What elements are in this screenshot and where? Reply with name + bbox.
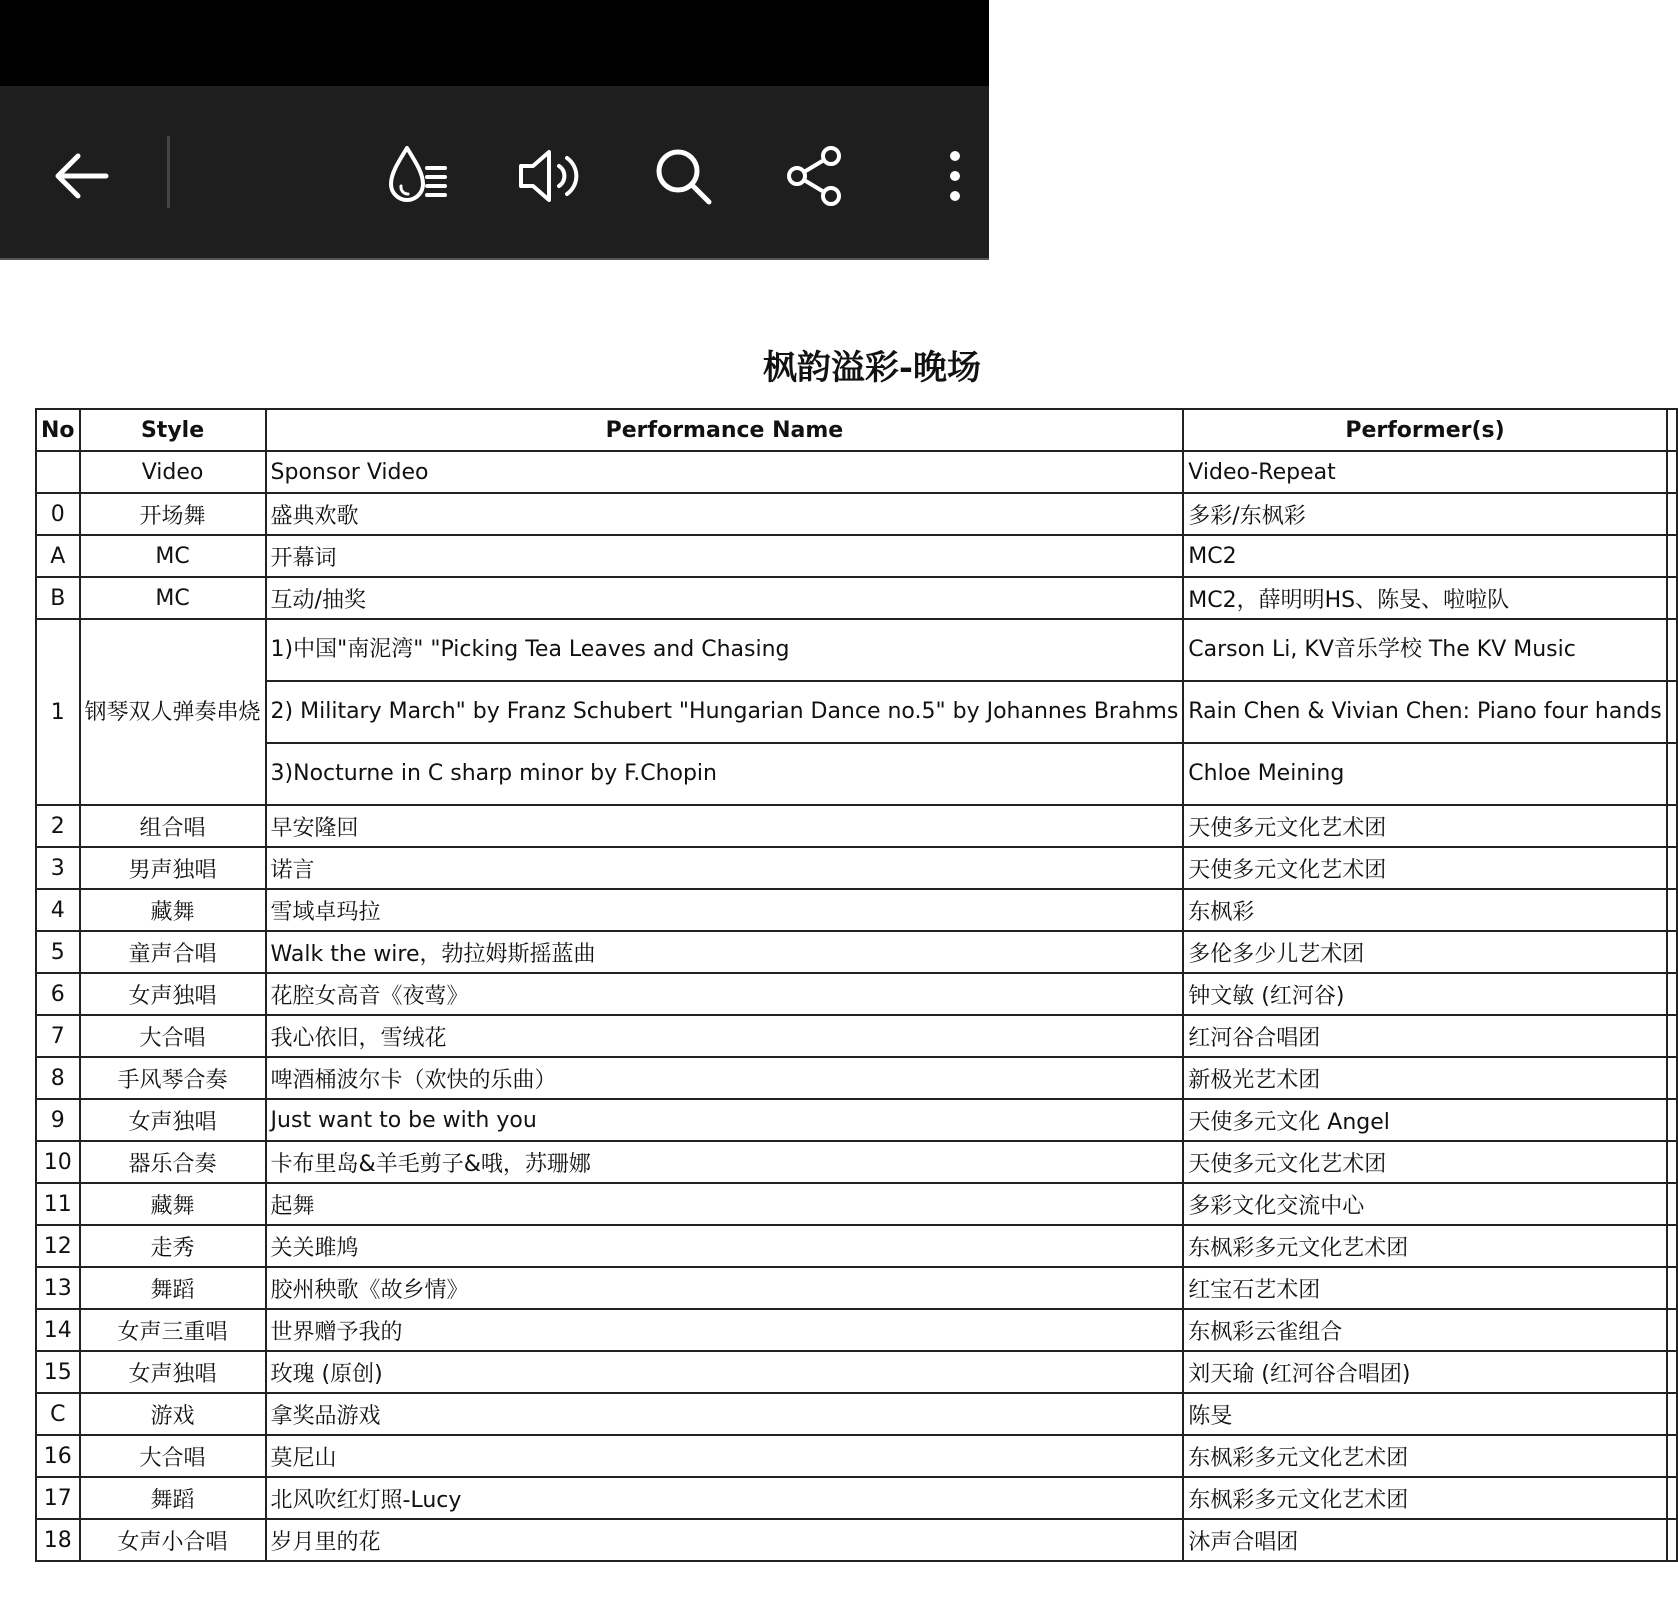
cell-extra <box>1667 847 1677 889</box>
search-icon <box>651 144 715 208</box>
cell-style: 器乐合奏 <box>80 1141 266 1183</box>
cell-style: 开场舞 <box>80 493 266 535</box>
cell-performance-name: 1)中国"南泥湾" "Picking Tea Leaves and Chasing <box>266 619 1184 681</box>
table-row <box>36 619 1677 681</box>
table-row <box>36 577 1677 619</box>
cell-extra <box>1667 973 1677 1015</box>
cell-extra <box>1667 681 1677 743</box>
cell-performance-name: 玫瑰 (原创) <box>266 1351 1184 1393</box>
table-row <box>36 681 1677 743</box>
share-icon <box>783 144 847 208</box>
cell-extra <box>1667 931 1677 973</box>
cell-performance-name: 花腔女高音《夜莺》 <box>266 973 1184 1015</box>
table-row <box>36 889 1677 931</box>
header-style: Style <box>80 409 266 451</box>
cell-no: 5 <box>36 931 80 973</box>
cell-style: 舞蹈 <box>80 1477 266 1519</box>
cell-no: B <box>36 577 80 619</box>
header-extra <box>1667 409 1677 451</box>
cell-performance-name: 诺言 <box>266 847 1184 889</box>
cell-performance-name: 北风吹红灯照-Lucy <box>266 1477 1184 1519</box>
cell-no: 3 <box>36 847 80 889</box>
table-row <box>36 493 1677 535</box>
cell-performance-name: Walk the wire，勃拉姆斯摇蓝曲 <box>266 931 1184 973</box>
cell-style: MC <box>80 535 266 577</box>
table-row <box>36 1099 1677 1141</box>
more-vert-icon <box>935 144 965 208</box>
reading-mode-icon <box>383 144 453 208</box>
cell-performers: 东枫彩多元文化艺术团 <box>1183 1477 1666 1519</box>
cell-no <box>36 451 80 493</box>
viewer-toolbar <box>0 86 989 260</box>
cell-extra <box>1667 1435 1677 1477</box>
cell-performance-name: 雪域卓玛拉 <box>266 889 1184 931</box>
table-row <box>36 1393 1677 1435</box>
cell-style: 游戏 <box>80 1393 266 1435</box>
cell-style: 女声独唱 <box>80 1099 266 1141</box>
cell-no: 14 <box>36 1309 80 1351</box>
cell-extra <box>1667 577 1677 619</box>
cell-no: 7 <box>36 1015 80 1057</box>
cell-performers: 东枫彩云雀组合 <box>1183 1309 1666 1351</box>
cell-extra <box>1667 1477 1677 1519</box>
document-title: 枫韵溢彩-晚场 <box>762 348 981 388</box>
header-performers: Performer(s) <box>1183 409 1666 451</box>
cell-extra <box>1667 1267 1677 1309</box>
cell-performers: 天使多元文化艺术团 <box>1183 847 1666 889</box>
cell-no: 6 <box>36 973 80 1015</box>
cell-performers: 天使多元文化艺术团 <box>1183 1141 1666 1183</box>
cell-no: A <box>36 535 80 577</box>
table-row <box>36 1267 1677 1309</box>
cell-extra <box>1667 1309 1677 1351</box>
cell-performers: Rain Chen & Vivian Chen: Piano four hands <box>1183 681 1666 743</box>
cell-performers: 天使多元文化艺术团 <box>1183 805 1666 847</box>
cell-extra <box>1667 889 1677 931</box>
cell-performance-name: 胶州秧歌《故乡情》 <box>266 1267 1184 1309</box>
table-row <box>36 1477 1677 1519</box>
cell-no: 9 <box>36 1099 80 1141</box>
cell-performance-name: 关关雎鸠 <box>266 1225 1184 1267</box>
table-row <box>36 1183 1677 1225</box>
cell-performance-name: 盛典欢歌 <box>266 493 1184 535</box>
cell-no: 17 <box>36 1477 80 1519</box>
cell-style: 男声独唱 <box>80 847 266 889</box>
table-row <box>36 1015 1677 1057</box>
cell-no: 8 <box>36 1057 80 1099</box>
cell-performers: 东枫彩 <box>1183 889 1666 931</box>
reading-mode-button[interactable] <box>378 136 458 216</box>
more-options-button[interactable] <box>930 136 970 216</box>
cell-style: 藏舞 <box>80 1183 266 1225</box>
header-no: No <box>36 409 80 451</box>
cell-style: 藏舞 <box>80 889 266 931</box>
table-row <box>36 805 1677 847</box>
cell-performers: 陈旻 <box>1183 1393 1666 1435</box>
cell-no: 11 <box>36 1183 80 1225</box>
cell-performance-name: 莫尼山 <box>266 1435 1184 1477</box>
cell-extra <box>1667 1141 1677 1183</box>
cell-style: MC <box>80 577 266 619</box>
back-button[interactable] <box>40 136 120 216</box>
cell-performers: 红宝石艺术团 <box>1183 1267 1666 1309</box>
cell-style: 组合唱 <box>80 805 266 847</box>
cell-performance-name: Sponsor Video <box>266 451 1184 493</box>
cell-performers: 多彩文化交流中心 <box>1183 1183 1666 1225</box>
cell-performance-name: 互动/抽奖 <box>266 577 1184 619</box>
cell-style: 女声小合唱 <box>80 1519 266 1561</box>
read-aloud-button[interactable] <box>508 136 588 216</box>
cell-performance-name: 起舞 <box>266 1183 1184 1225</box>
cell-performers: 钟文敏 (红河谷) <box>1183 973 1666 1015</box>
cell-performers: MC2，薛明明HS、陈旻、啦啦队 <box>1183 577 1666 619</box>
cell-style: 走秀 <box>80 1225 266 1267</box>
cell-style: 女声三重唱 <box>80 1309 266 1351</box>
cell-performers: 东枫彩多元文化艺术团 <box>1183 1225 1666 1267</box>
cell-style: 女声独唱 <box>80 973 266 1015</box>
cell-extra <box>1667 1393 1677 1435</box>
cell-no: C <box>36 1393 80 1435</box>
cell-performers: 东枫彩多元文化艺术团 <box>1183 1435 1666 1477</box>
table-row <box>36 973 1677 1015</box>
table-row <box>36 743 1677 805</box>
cell-performers: 天使多元文化 Angel <box>1183 1099 1666 1141</box>
cell-style: 大合唱 <box>80 1015 266 1057</box>
cell-style: 大合唱 <box>80 1435 266 1477</box>
cell-performance-name: 我心依旧，雪绒花 <box>266 1015 1184 1057</box>
cell-extra <box>1667 1099 1677 1141</box>
table-row <box>36 535 1677 577</box>
cell-extra <box>1667 619 1677 681</box>
cell-extra <box>1667 1351 1677 1393</box>
cell-performance-name: 拿奖品游戏 <box>266 1393 1184 1435</box>
program-table <box>35 408 1678 1562</box>
cell-performance-name: 世界赠予我的 <box>266 1309 1184 1351</box>
cell-performers: 红河谷合唱团 <box>1183 1015 1666 1057</box>
table-row <box>36 1141 1677 1183</box>
cell-performance-name: 啤酒桶波尔卡（欢快的乐曲） <box>266 1057 1184 1099</box>
status-bar <box>0 0 989 86</box>
cell-performance-name: 开幕词 <box>266 535 1184 577</box>
cell-extra <box>1667 535 1677 577</box>
cell-no: 1 <box>36 619 80 805</box>
cell-performers: 多伦多少儿艺术团 <box>1183 931 1666 973</box>
cell-performers: 刘天瑜 (红河谷合唱团) <box>1183 1351 1666 1393</box>
toolbar-divider <box>167 136 170 208</box>
read-aloud-icon <box>513 144 583 208</box>
cell-extra <box>1667 493 1677 535</box>
cell-no: 12 <box>36 1225 80 1267</box>
cell-no: 2 <box>36 805 80 847</box>
cell-extra <box>1667 1015 1677 1057</box>
cell-style: 手风琴合奏 <box>80 1057 266 1099</box>
table-row <box>36 1519 1677 1561</box>
cell-extra <box>1667 451 1677 493</box>
cell-no: 10 <box>36 1141 80 1183</box>
cell-extra <box>1667 743 1677 805</box>
cell-performers: 沐声合唱团 <box>1183 1519 1666 1561</box>
cell-performers: 多彩/东枫彩 <box>1183 493 1666 535</box>
cell-performance-name: 卡布里岛&羊毛剪子&哦，苏珊娜 <box>266 1141 1184 1183</box>
cell-performers: Carson Li, KV音乐学校 The KV Music <box>1183 619 1666 681</box>
table-row <box>36 847 1677 889</box>
cell-no: 4 <box>36 889 80 931</box>
table-row <box>36 451 1677 493</box>
cell-performance-name: 3)Nocturne in C sharp minor by F.Chopin <box>266 743 1184 805</box>
cell-performance-name: Just want to be with you <box>266 1099 1184 1141</box>
cell-no: 18 <box>36 1519 80 1561</box>
table-row <box>36 1435 1677 1477</box>
cell-no: 0 <box>36 493 80 535</box>
table-row <box>36 931 1677 973</box>
cell-extra <box>1667 1519 1677 1561</box>
cell-no: 15 <box>36 1351 80 1393</box>
cell-style: 钢琴双人弹奏串烧 <box>80 619 266 805</box>
cell-extra <box>1667 1183 1677 1225</box>
share-button[interactable] <box>775 136 855 216</box>
cell-style: Video <box>80 451 266 493</box>
table-row <box>36 1351 1677 1393</box>
cell-performers: Video-Repeat <box>1183 451 1666 493</box>
table-row <box>36 1225 1677 1267</box>
cell-performers: MC2 <box>1183 535 1666 577</box>
cell-performance-name: 早安隆回 <box>266 805 1184 847</box>
table-row <box>36 1309 1677 1351</box>
cell-style: 童声合唱 <box>80 931 266 973</box>
table-row <box>36 1057 1677 1099</box>
cell-no: 16 <box>36 1435 80 1477</box>
table-header-row <box>36 409 1677 451</box>
cell-no: 13 <box>36 1267 80 1309</box>
cell-extra <box>1667 1225 1677 1267</box>
cell-performers: 新极光艺术团 <box>1183 1057 1666 1099</box>
cell-extra <box>1667 1057 1677 1099</box>
cell-style: 舞蹈 <box>80 1267 266 1309</box>
arrow-left-icon <box>50 151 110 201</box>
cell-performance-name: 岁月里的花 <box>266 1519 1184 1561</box>
search-button[interactable] <box>643 136 723 216</box>
cell-style: 女声独唱 <box>80 1351 266 1393</box>
cell-performers: Chloe Meining <box>1183 743 1666 805</box>
cell-extra <box>1667 805 1677 847</box>
header-performance-name: Performance Name <box>266 409 1184 451</box>
cell-performance-name: 2) Military March" by Franz Schubert "Hungarian Dance no.5" by Johannes Brahms <box>266 681 1184 743</box>
